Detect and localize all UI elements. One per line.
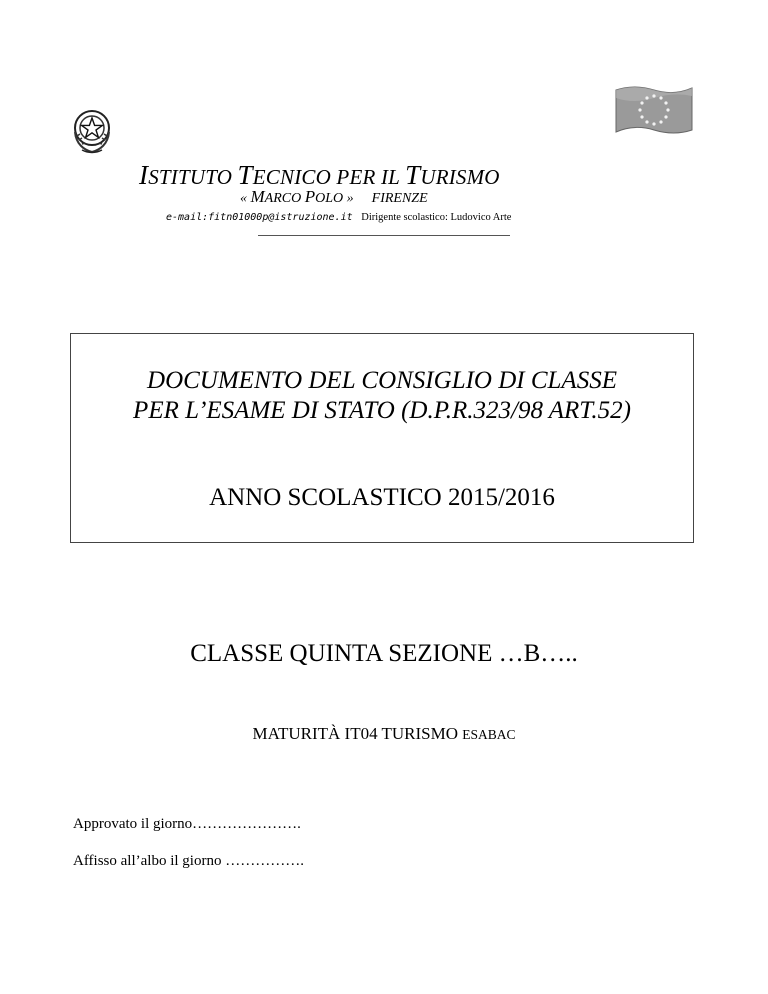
school-name-part-3: URISMO [420, 165, 500, 189]
maturita-esabac: ESABAC [462, 727, 516, 742]
school-name-initial-3: T [405, 160, 421, 190]
school-city: FIRENZE [371, 191, 428, 206]
school-name-initial-1: I [139, 160, 149, 190]
school-sub-initial-2: P [304, 187, 316, 206]
school-name-part-1: STITUTO [148, 165, 238, 189]
school-sub-initial-1: M [250, 187, 265, 206]
school-sub-open: « [240, 191, 251, 206]
posted-date-line: Affisso all’albo il giorno ……………. [73, 853, 304, 869]
school-email: e-mail:fitn01000p@istruzione.it [166, 212, 353, 223]
school-name-part-2: ECNICO PER IL [252, 165, 406, 189]
school-name-initial-2: T [237, 160, 253, 190]
document-title-box [70, 333, 694, 543]
contact-line [166, 212, 511, 223]
school-subtitle [240, 187, 428, 207]
header-divider [258, 235, 510, 236]
school-year: ANNO SCOLASTICO 2015/2016 [209, 484, 555, 511]
european-union-flag-icon [612, 82, 696, 138]
maturita-line [0, 724, 768, 744]
school-sub-part-1: ARCO [264, 191, 305, 206]
document-title-line-1: DOCUMENTO DEL CONSIGLIO DI CLASSE [147, 367, 617, 394]
document-title [71, 366, 693, 426]
approved-date-line: Approvato il giorno…………………. [73, 816, 301, 832]
school-sub-part-2: OLO » [315, 191, 354, 206]
maturita-main: MATURITÀ IT04 TURISMO [252, 724, 463, 743]
school-principal: Dirigente scolastico: Ludovico Arte [361, 212, 512, 223]
class-section: CLASSE QUINTA SEZIONE …B….. [190, 640, 578, 667]
document-title-line-2: PER L’ESAME DI STATO (D.P.R.323/98 ART.52) [133, 397, 631, 424]
italian-republic-emblem-icon [68, 106, 116, 156]
